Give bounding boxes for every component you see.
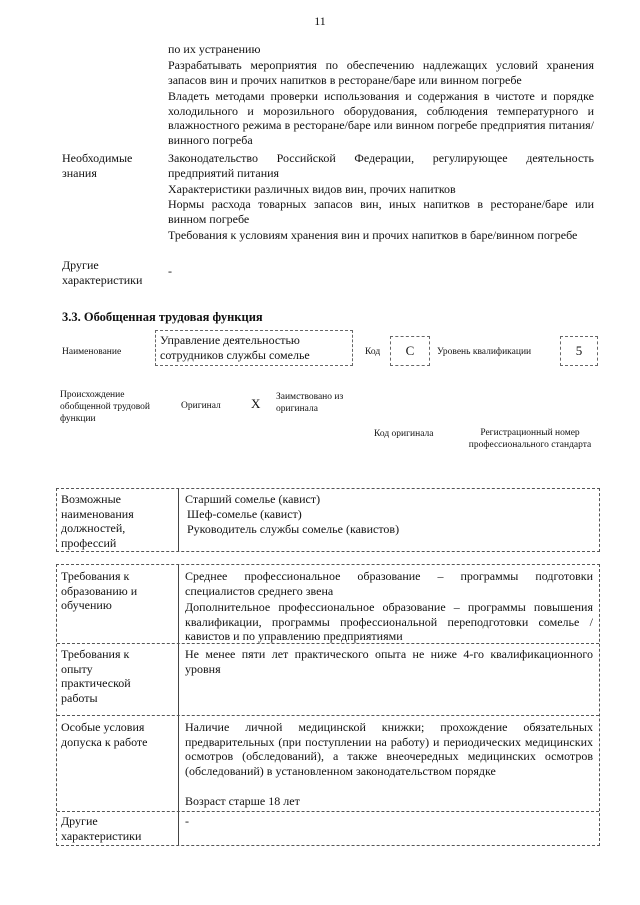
admission-item: Наличие личной медицинской книжки; прохождение обязательных предварительных (при поступлении на работу) и периодических медицинских осмотров (обследований), а также внеочередных медицинских осмотров (обследований) в установленном законодательством порядке <box>185 720 593 778</box>
skill-item: Владеть методами проверки использования и содержания в чистоте и порядке холодильного и морозильного оборудования, соблюдения температурного и влажностного режима в ресторане/баре или винном погребе предприятия питания/ винного погреба <box>168 89 594 147</box>
education-label: Требования к образованию и обучению <box>61 569 138 612</box>
knowledge-item: Требования к условиям хранения вин и прочих напитков в баре/винном погребе <box>168 228 578 242</box>
skill-item: Разрабатывать мероприятия по обеспечению надлежащих условий хранения запасов вин и прочих напитков в ресторане/баре или винном погребе <box>168 58 594 87</box>
other-value: - <box>168 264 172 278</box>
admission-label: Особые условия допуска к работе <box>61 720 148 749</box>
code-field <box>390 336 430 366</box>
knowledge-item: Характеристики различных видов вин, прочих напитков <box>168 182 456 196</box>
experience-item: Не менее пяти лет практического опыта не ниже 4-го квалификационного уровня <box>185 647 593 676</box>
name-label: Наименование <box>62 347 122 357</box>
level-label: Уровень квалификации <box>437 347 532 357</box>
code-value: C <box>405 343 415 358</box>
row-divider <box>57 715 599 716</box>
admission-item: Возраст старше 18 лет <box>185 794 300 808</box>
section-heading: 3.3. Обобщенная трудовая функция <box>62 310 263 324</box>
function-name-field <box>155 330 353 366</box>
page-number: 11 <box>314 14 326 28</box>
knowledge-label: Необходимые знания <box>62 151 133 180</box>
knowledge-item: Нормы расхода товарных запасов вин, иных напитков в ресторане/баре или винном погребе <box>168 197 594 226</box>
other-characteristics-value: - <box>185 814 189 828</box>
experience-label: Требования к опыту практической работы <box>61 647 131 705</box>
education-item: Дополнительное профессиональное образование – программы повышения квалификации, программы профессиональной переподготовки сомелье / кавистов и по управлению предприятиями <box>185 600 593 643</box>
education-item: Среднее профессиональное образование – программы подготовки специалистов среднего звена <box>185 569 593 598</box>
origin-label: Происхождение обобщенной трудовой функции <box>60 390 150 424</box>
other-characteristics-label: Другие характеристики <box>61 814 142 843</box>
position-item: Руководитель службы сомелье (кавистов) <box>187 522 400 536</box>
function-name-value: Управление деятельностью сотрудников службы сомелье <box>160 333 310 362</box>
original-code-label: Код оригинала <box>374 429 434 439</box>
skills-continuation: по их устранению <box>168 42 261 56</box>
position-item: Старший сомелье (кавист) <box>185 492 321 506</box>
borrowed-label: Заимствовано из оригинала <box>276 392 344 414</box>
original-label: Оригинал <box>181 401 221 411</box>
column-divider <box>178 565 179 845</box>
reg-number-label: Регистрационный номер профессионального стандарта <box>468 428 592 450</box>
code-label: Код <box>365 347 381 357</box>
column-divider <box>178 489 179 551</box>
level-value: 5 <box>575 343 583 358</box>
level-field <box>560 336 598 366</box>
row-divider <box>57 811 599 812</box>
knowledge-item: Законодательство Российской Федерации, регулирующее деятельность предприятий питания <box>168 151 594 180</box>
position-item: Шеф-сомелье (кавист) <box>187 507 302 521</box>
requirements-table <box>56 564 600 846</box>
original-mark: X <box>251 396 261 411</box>
other-label: Другие характеристики <box>62 258 143 287</box>
positions-label: Возможные наименования должностей, профессий <box>61 492 134 550</box>
positions-table <box>56 488 600 552</box>
